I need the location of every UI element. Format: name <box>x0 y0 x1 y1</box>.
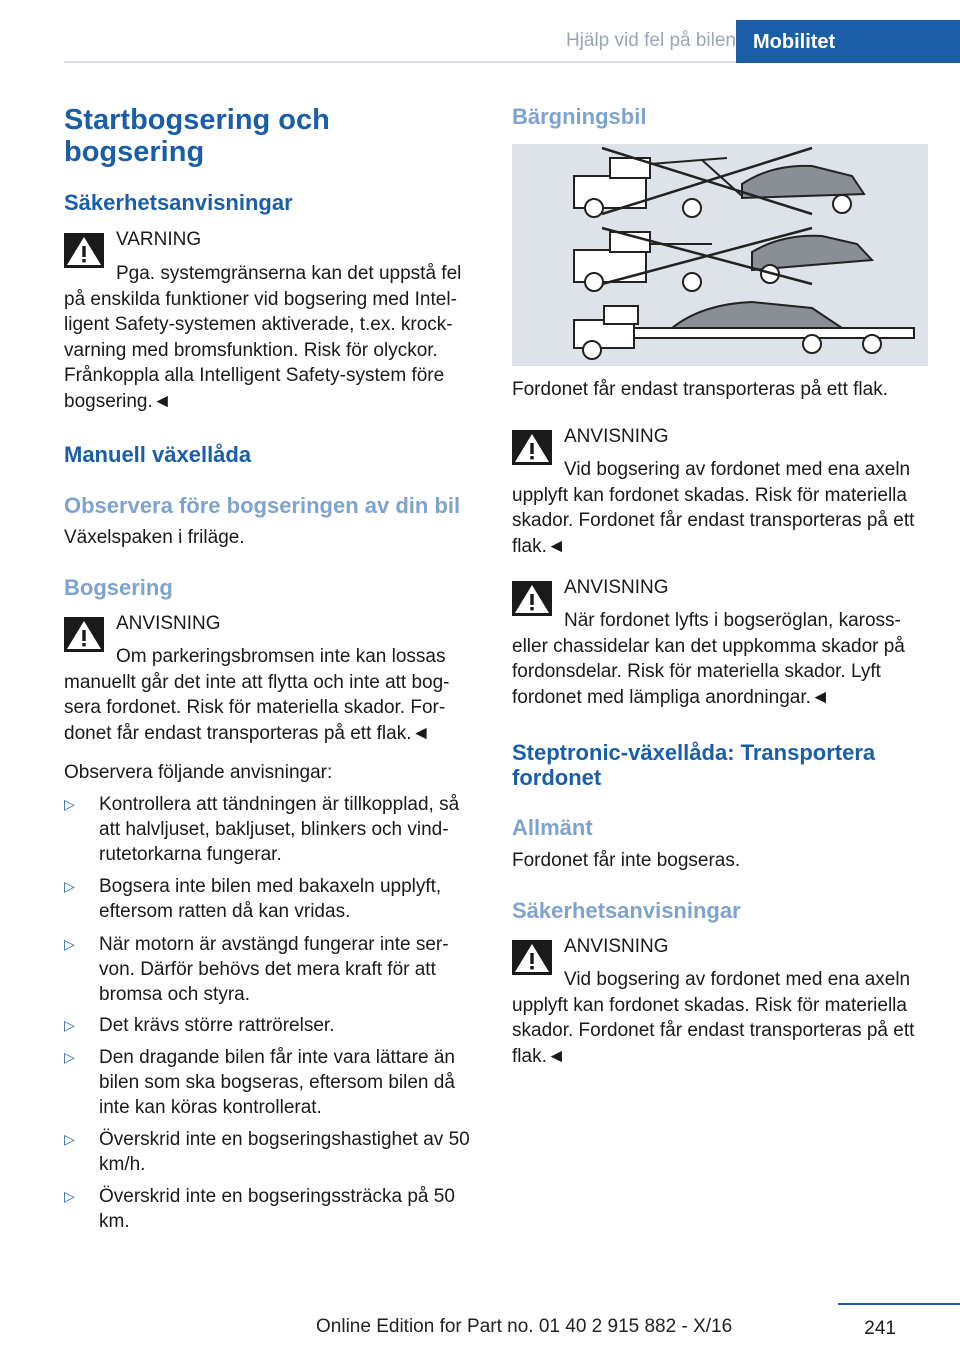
triangle-bullet-icon: ▷ <box>64 878 75 894</box>
chapter-tab: Mobilitet <box>736 20 960 63</box>
notice-body: När fordonet lyfts i bogseröglan, kaross‐eller chassidelar kan det uppkomma skador på fordonsdelar. Risk för materiella skador. Lyft fordonet med lämpliga anordningar.◄ <box>512 610 905 708</box>
warning-body: Pga. systemgränserna kan det uppstå fel på enskilda funktioner vid bogsering med Intel‐ligent Safety-systemen aktiverade, t.ex. krock‐varning med bromsfunktion. Risk för olyckor. Frånkoppla alla Intelligent Safety-system före bogsering.◄ <box>64 263 462 412</box>
notice-body: Vid bogsering av fordonet med ena axeln upplyft kan fordonet skadas. Risk för materiella skador. Fordonet får endast transporteras på ett flak.◄ <box>512 459 915 557</box>
general-text: Fordonet får inte bogseras. <box>512 850 741 871</box>
notice-title: ANVISNING <box>564 426 669 447</box>
notice-body: Om parkeringsbromsen inte kan lossas manuellt går det inte att flytta och inte att bog‐sera fordonet. Risk för materiella skador. For‐donet får endast transporteras på ett flak.◄ <box>64 646 450 744</box>
tow-truck-heading: Bärgningsbil <box>512 104 647 129</box>
triangle-bullet-icon: ▷ <box>64 1017 75 1033</box>
page-title: Startbogsering och bogsering <box>64 104 330 168</box>
footer-rule <box>838 1303 960 1305</box>
page-number: 241 <box>864 1318 896 1339</box>
notice-title: ANVISNING <box>564 577 669 598</box>
safety-heading: Säkerhetsanvisningar <box>64 190 293 215</box>
triangle-bullet-icon: ▷ <box>64 1131 75 1147</box>
towing-heading: Bogsering <box>64 575 173 600</box>
triangle-bullet-icon: ▷ <box>64 796 75 812</box>
tow-truck-illustration <box>512 144 928 366</box>
triangle-bullet-icon: ▷ <box>64 1188 75 1204</box>
observe-text: Växelspaken i friläge. <box>64 527 245 548</box>
manual-gearbox-heading: Manuell växellåda <box>64 442 252 467</box>
section-title: Hjälp vid fel på bilen <box>565 30 736 51</box>
observe-heading: Observera före bogseringen av din bil <box>64 493 461 518</box>
notice-title: ANVISNING <box>564 936 669 957</box>
notice-body: Vid bogsering av fordonet med ena axeln upplyft kan fordonet skadas. Risk för materiella skador. Fordonet får endast transporteras på ett flak.◄ <box>512 969 915 1067</box>
warning-title: VARNING <box>116 229 202 250</box>
steptronic-heading: Steptronic-växellåda: Transportera fordonet <box>512 740 876 790</box>
safety-heading-right: Säkerhetsanvisningar <box>512 898 741 923</box>
edition-footer: Online Edition for Part no. 01 40 2 915 882 - X/16 <box>316 1316 733 1337</box>
figure-caption: Fordonet får endast transporteras på ett flak. <box>512 379 888 400</box>
list-intro: Observera följande anvisningar: <box>64 762 333 783</box>
notice-title: ANVISNING <box>116 613 221 634</box>
general-heading: Allmänt <box>512 815 593 840</box>
triangle-bullet-icon: ▷ <box>64 936 75 952</box>
triangle-bullet-icon: ▷ <box>64 1049 75 1065</box>
